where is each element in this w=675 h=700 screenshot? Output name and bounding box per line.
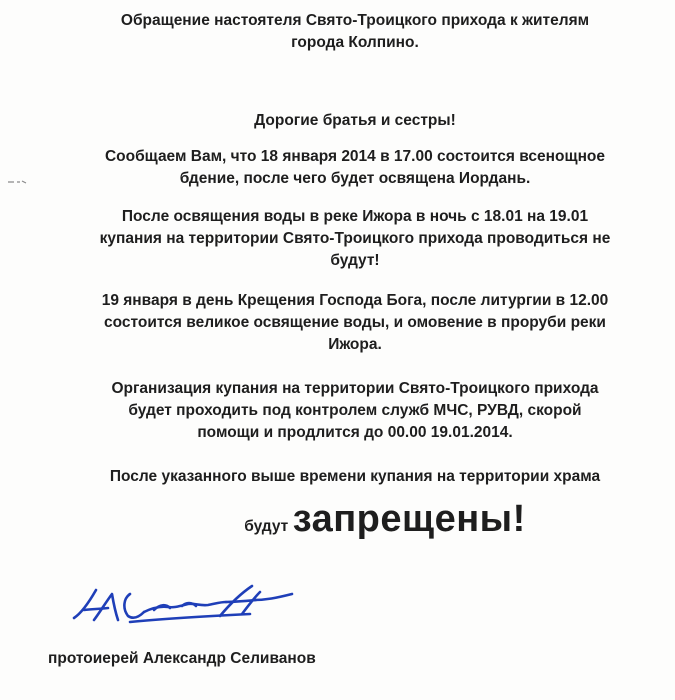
greeting-text: Дорогие братья и сестры!: [254, 112, 456, 129]
paragraph-line: Организация купания на территории Свято-Троицкого прихода: [111, 380, 599, 397]
prohibition-word: запрещены!: [292, 498, 526, 540]
title-line-1: Обращение настоятеля Свято-Троицкого прихода к жителям: [120, 12, 590, 29]
paragraph-line: 19 января в день Крещения Господа Бога, после литургии в 12.00: [101, 292, 609, 309]
paragraph-line: помощи и продлится до 00.00 19.01.2014.: [197, 424, 513, 441]
document-title: [20, 10, 675, 54]
paragraph-line: После указанного выше времени купания на территории храма: [109, 468, 601, 485]
signer-text: протоиерей Александр Селиванов: [48, 650, 316, 667]
paragraph-line: бдение, после чего будет освящена Иордань.: [179, 170, 531, 187]
prohibition-prefix: будут: [244, 518, 289, 535]
signer-name: [48, 648, 316, 670]
greeting: [20, 110, 675, 132]
paragraph-no-bathing: [20, 206, 675, 272]
paragraph-line: Сообщаем Вам, что 18 января 2014 в 17.00 состоится всенощное: [104, 148, 606, 165]
paragraph-organization: [20, 378, 675, 444]
paragraph-epiphany: [20, 290, 675, 356]
paragraph-line: После освящения воды в реке Ижора в ночь с 18.01 на 19.01: [121, 208, 589, 225]
handwritten-signature: [70, 576, 300, 636]
paragraph-line: будет проходить под контролем служб МЧС, РУВД, скорой: [128, 402, 582, 419]
paragraph-line: Ижора.: [328, 336, 382, 353]
paragraph-after-time: [20, 466, 675, 488]
paragraph-line: состоится великое освящение воды, и омовение в проруби реки: [104, 314, 606, 331]
paragraph-line: купания на территории Свято-Троицкого прихода проводиться не: [99, 230, 611, 247]
paragraph-vigil: [20, 146, 675, 190]
title-line-2: города Колпино.: [291, 34, 419, 51]
paragraph-line: будут!: [330, 252, 380, 269]
prohibition-line: [0, 498, 675, 541]
